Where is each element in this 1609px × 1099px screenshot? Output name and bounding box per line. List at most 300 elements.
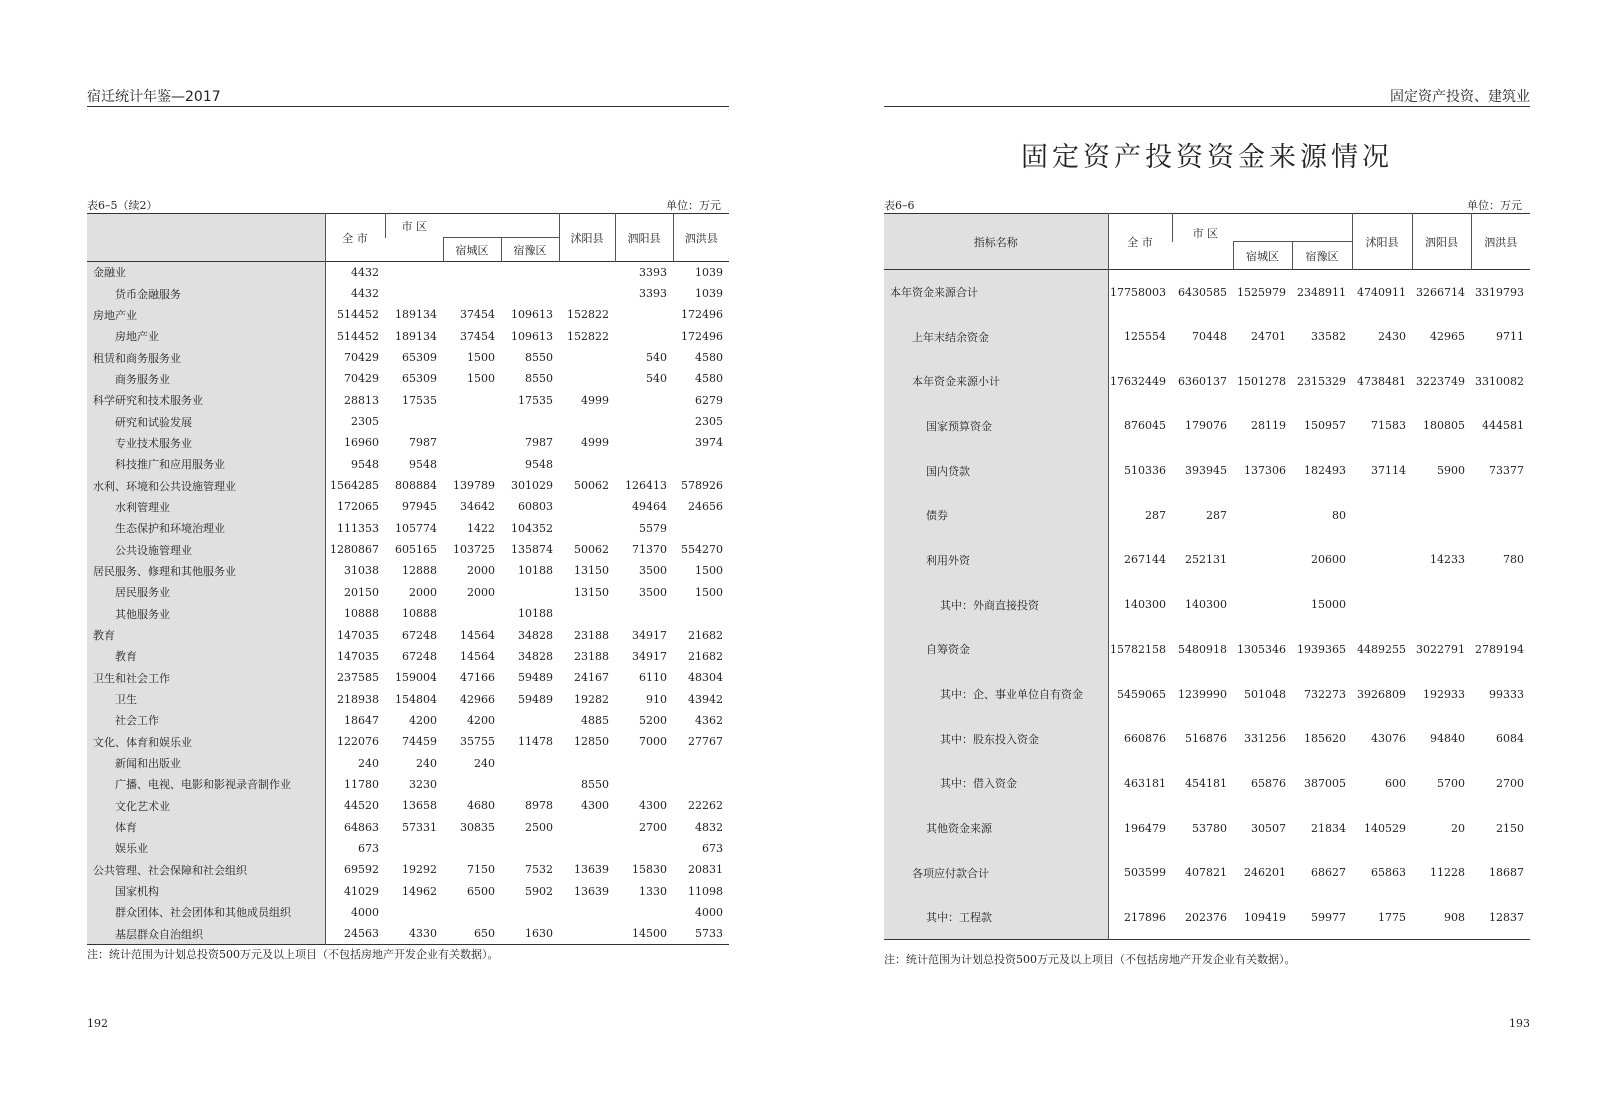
cell-value: 17535 bbox=[402, 393, 437, 407]
cell-value bbox=[385, 902, 443, 923]
cell-value: 2000 bbox=[409, 585, 437, 599]
cell-value: 1280867 bbox=[330, 543, 379, 557]
cell-value bbox=[615, 304, 673, 325]
header-urban-spacer bbox=[1172, 242, 1233, 270]
cell-value bbox=[559, 902, 615, 923]
cell-value: 5200 bbox=[639, 713, 668, 727]
cell-value bbox=[501, 262, 559, 283]
cell-value: 1500 bbox=[695, 585, 724, 599]
cell-value: 732273 bbox=[1304, 687, 1346, 701]
cell-value: 218938 bbox=[337, 692, 379, 706]
table-row bbox=[87, 347, 729, 368]
cell-value: 13639 bbox=[574, 863, 610, 877]
table-row bbox=[87, 326, 729, 347]
cell-value bbox=[501, 902, 559, 923]
cell-value: 240 bbox=[416, 756, 437, 770]
row-label: 其中：外商直接投资 bbox=[884, 582, 1108, 627]
cell-value: 14962 bbox=[402, 884, 437, 898]
cell-value bbox=[1471, 582, 1530, 627]
cell-value bbox=[1412, 493, 1471, 538]
cell-value: 139789 bbox=[453, 479, 495, 493]
cell-value: 182493 bbox=[1304, 464, 1346, 478]
cell-value: 14233 bbox=[1430, 553, 1465, 567]
row-label: 本年资金来源合计 bbox=[884, 270, 1108, 315]
table-row bbox=[884, 806, 1530, 851]
cell-value: 2430 bbox=[1378, 330, 1406, 344]
table-row bbox=[87, 283, 729, 304]
cell-value: 1564285 bbox=[330, 479, 379, 493]
cell-value: 65309 bbox=[402, 372, 437, 386]
row-label: 文化、体育和娱乐业 bbox=[87, 731, 325, 752]
cell-value: 125554 bbox=[1124, 330, 1166, 344]
table-row bbox=[87, 710, 729, 731]
cell-value: 3974 bbox=[695, 436, 724, 450]
cell-value: 2315329 bbox=[1297, 374, 1346, 388]
cell-value: 34642 bbox=[460, 500, 495, 514]
row-label: 群众团体、社会团体和其他成员组织 bbox=[87, 902, 325, 923]
cell-value: 109613 bbox=[511, 329, 554, 343]
table-row bbox=[87, 816, 729, 837]
cell-value: 4740911 bbox=[1357, 285, 1406, 299]
cell-value: 16960 bbox=[344, 436, 379, 450]
cell-value: 59489 bbox=[518, 692, 554, 706]
cell-value bbox=[501, 283, 559, 304]
cell-value: 287 bbox=[1206, 508, 1227, 522]
row-label: 基层群众自治组织 bbox=[87, 923, 325, 944]
cell-value bbox=[501, 838, 559, 859]
cell-value: 12837 bbox=[1489, 910, 1524, 924]
cell-value: 70448 bbox=[1192, 330, 1227, 344]
header-sihong: 泗洪县 bbox=[1471, 214, 1530, 270]
table-row bbox=[87, 667, 729, 688]
table-row bbox=[884, 270, 1530, 315]
cell-value: 105774 bbox=[395, 521, 437, 535]
cell-value bbox=[385, 283, 443, 304]
row-label: 上年末结余资金 bbox=[884, 314, 1108, 359]
cell-value: 5902 bbox=[525, 884, 554, 898]
cell-value: 10188 bbox=[518, 607, 554, 621]
cell-value bbox=[673, 518, 729, 539]
cell-value: 74459 bbox=[402, 735, 437, 749]
table-row bbox=[884, 716, 1530, 761]
cell-value: 463181 bbox=[1124, 776, 1166, 790]
cell-value: 4580 bbox=[695, 351, 724, 365]
cell-value: 2000 bbox=[467, 585, 495, 599]
table-row bbox=[87, 539, 729, 560]
cell-value: 240 bbox=[358, 756, 379, 770]
cell-value: 70429 bbox=[344, 351, 379, 365]
cell-value: 196479 bbox=[1124, 821, 1166, 835]
cell-value: 331256 bbox=[1244, 732, 1286, 746]
table-row bbox=[87, 859, 729, 880]
cell-value: 1500 bbox=[467, 372, 495, 386]
cell-value: 1305346 bbox=[1237, 642, 1286, 656]
cell-value: 660876 bbox=[1124, 732, 1166, 746]
cell-value: 180805 bbox=[1423, 419, 1465, 433]
table-row bbox=[884, 582, 1530, 627]
cell-value: 37114 bbox=[1371, 464, 1406, 478]
row-label: 其他资金来源 bbox=[884, 806, 1108, 851]
cell-value bbox=[385, 262, 443, 283]
cell-value: 12850 bbox=[574, 735, 610, 749]
cell-value bbox=[443, 902, 501, 923]
table-row bbox=[87, 496, 729, 517]
cell-value: 35755 bbox=[460, 735, 495, 749]
cell-value bbox=[501, 710, 559, 731]
cell-value bbox=[615, 326, 673, 347]
cell-value: 152822 bbox=[567, 329, 610, 343]
cell-value bbox=[673, 752, 729, 773]
cell-value: 9711 bbox=[1496, 330, 1524, 344]
cell-value: 21834 bbox=[1311, 821, 1346, 835]
cell-value: 202376 bbox=[1185, 910, 1227, 924]
cell-value: 24563 bbox=[344, 927, 379, 941]
row-label: 居民服务业 bbox=[87, 582, 325, 603]
cell-value: 159004 bbox=[395, 671, 437, 685]
cell-value: 20831 bbox=[688, 863, 724, 877]
cell-value: 50062 bbox=[574, 543, 610, 557]
cell-value: 514452 bbox=[337, 329, 379, 343]
header-name-col bbox=[87, 214, 325, 262]
cell-value: 4200 bbox=[409, 713, 437, 727]
row-label: 房地产业 bbox=[87, 304, 325, 325]
page-title: 固定资产投资资金来源情况 bbox=[1021, 142, 1393, 173]
cell-value: 6110 bbox=[639, 671, 668, 685]
cell-value: 24167 bbox=[574, 671, 610, 685]
cell-value: 1500 bbox=[467, 351, 495, 365]
row-label: 教育 bbox=[87, 646, 325, 667]
cell-value: 147035 bbox=[337, 649, 379, 663]
cell-value: 4832 bbox=[695, 820, 724, 834]
cell-value: 3926809 bbox=[1357, 687, 1406, 701]
cell-value bbox=[559, 603, 615, 624]
industry-table-body bbox=[87, 262, 729, 945]
cell-value: 70429 bbox=[344, 372, 379, 386]
cell-value: 15782158 bbox=[1110, 642, 1166, 656]
cell-value: 44520 bbox=[344, 799, 379, 813]
cell-value: 103725 bbox=[453, 543, 495, 557]
cell-value: 68627 bbox=[1311, 866, 1346, 880]
header-suyu: 宿豫区 bbox=[1292, 242, 1352, 270]
cell-value: 59977 bbox=[1311, 910, 1346, 924]
header-shuyang: 沭阳县 bbox=[559, 214, 615, 262]
running-header-left bbox=[87, 84, 729, 107]
header-siyang: 泗阳县 bbox=[1412, 214, 1471, 270]
cell-value: 14564 bbox=[460, 628, 495, 642]
table-row bbox=[87, 603, 729, 624]
cell-value: 1422 bbox=[467, 521, 495, 535]
cell-value: 605165 bbox=[395, 543, 437, 557]
table-caption-right bbox=[884, 197, 1530, 211]
cell-value bbox=[1233, 538, 1292, 583]
table-unit: 单位：万元 bbox=[1467, 199, 1522, 212]
cell-value bbox=[615, 902, 673, 923]
cell-value bbox=[615, 603, 673, 624]
cell-value: 34828 bbox=[518, 649, 554, 663]
cell-value: 393945 bbox=[1185, 464, 1227, 478]
table-note-left: 注：统计范围为计划总投资500万元及以上项目（不包括房地产开发企业有关数据）。 bbox=[87, 948, 499, 961]
cell-value bbox=[443, 432, 501, 453]
header-shuyang: 沭阳县 bbox=[1352, 214, 1412, 270]
cell-value bbox=[615, 752, 673, 773]
cell-value: 4999 bbox=[581, 393, 610, 407]
row-label: 娱乐业 bbox=[87, 838, 325, 859]
cell-value: 301029 bbox=[511, 479, 554, 493]
cell-value: 2789194 bbox=[1475, 642, 1524, 656]
cell-value: 7987 bbox=[525, 436, 554, 450]
table-row bbox=[884, 627, 1530, 672]
cell-value: 4885 bbox=[581, 713, 610, 727]
row-label: 租赁和商务服务业 bbox=[87, 347, 325, 368]
chapter-title: 固定资产投资、建筑业 bbox=[1390, 89, 1530, 105]
row-label: 金融业 bbox=[87, 262, 325, 283]
cell-value: 1501278 bbox=[1237, 374, 1286, 388]
header-urban-spacer bbox=[385, 238, 443, 262]
cell-value: 8550 bbox=[525, 351, 554, 365]
cell-value: 6500 bbox=[467, 884, 495, 898]
right-page bbox=[884, 0, 1530, 1099]
cell-value: 109419 bbox=[1244, 910, 1286, 924]
cell-value: 9548 bbox=[525, 457, 554, 471]
running-header-right bbox=[884, 84, 1530, 107]
table-row bbox=[87, 390, 729, 411]
cell-value: 189134 bbox=[395, 308, 437, 322]
row-label: 公共管理、社会保障和社会组织 bbox=[87, 859, 325, 880]
cell-value: 1630 bbox=[525, 927, 554, 941]
cell-value: 252131 bbox=[1185, 553, 1227, 567]
cell-value: 4000 bbox=[695, 905, 724, 919]
cell-value: 3266714 bbox=[1416, 285, 1465, 299]
cell-value: 3223749 bbox=[1416, 374, 1465, 388]
row-label: 教育 bbox=[87, 624, 325, 645]
cell-value: 49464 bbox=[632, 500, 668, 514]
table-row bbox=[87, 795, 729, 816]
book-title: 宿迁统计年鉴—2017 bbox=[87, 89, 221, 105]
cell-value: 5733 bbox=[695, 927, 724, 941]
cell-value: 3022791 bbox=[1416, 642, 1465, 656]
cell-value: 501048 bbox=[1244, 687, 1286, 701]
cell-value: 876045 bbox=[1124, 419, 1166, 433]
cell-value: 267144 bbox=[1124, 553, 1166, 567]
row-label: 研究和试验发展 bbox=[87, 411, 325, 432]
page-number-left: 192 bbox=[87, 1017, 108, 1030]
cell-value: 34917 bbox=[632, 649, 668, 663]
row-label: 居民服务、修理和其他服务业 bbox=[87, 560, 325, 581]
cell-value: 387005 bbox=[1304, 776, 1346, 790]
row-label: 国家机构 bbox=[87, 880, 325, 901]
table-row bbox=[87, 646, 729, 667]
cell-value: 150957 bbox=[1304, 419, 1346, 433]
cell-value: 1239990 bbox=[1178, 687, 1227, 701]
cell-value: 3230 bbox=[409, 777, 437, 791]
cell-value: 80 bbox=[1332, 508, 1346, 522]
row-label: 其中：企、事业单位自有资金 bbox=[884, 672, 1108, 717]
cell-value bbox=[443, 774, 501, 795]
table-row bbox=[87, 411, 729, 432]
header-sucheng: 宿城区 bbox=[443, 238, 501, 262]
header-sihong: 泗洪县 bbox=[673, 214, 729, 262]
header-siyang: 泗阳县 bbox=[615, 214, 673, 262]
cell-value: 104352 bbox=[511, 521, 554, 535]
cell-value: 910 bbox=[646, 692, 668, 706]
cell-value bbox=[559, 347, 615, 368]
cell-value bbox=[559, 838, 615, 859]
table-row bbox=[87, 262, 729, 283]
header-urban: 市 区 bbox=[385, 214, 559, 238]
row-label: 社会工作 bbox=[87, 710, 325, 731]
cell-value: 5579 bbox=[639, 521, 668, 535]
cell-value: 65876 bbox=[1251, 776, 1286, 790]
cell-value: 37454 bbox=[460, 308, 495, 322]
cell-value: 4999 bbox=[581, 436, 610, 450]
cell-value: 21682 bbox=[688, 628, 724, 642]
table-row bbox=[884, 538, 1530, 583]
cell-value: 11478 bbox=[518, 735, 554, 749]
header-urban: 市 区 bbox=[1172, 214, 1352, 242]
table-row bbox=[884, 359, 1530, 404]
cell-value: 34828 bbox=[518, 628, 554, 642]
cell-value: 37454 bbox=[460, 329, 495, 343]
cell-value: 808884 bbox=[395, 479, 437, 493]
cell-value: 4300 bbox=[581, 799, 610, 813]
cell-value bbox=[559, 454, 615, 475]
cell-value: 122076 bbox=[337, 735, 379, 749]
cell-value: 7532 bbox=[525, 863, 554, 877]
cell-value bbox=[559, 816, 615, 837]
cell-value: 140300 bbox=[1124, 598, 1166, 612]
cell-value: 514452 bbox=[337, 308, 379, 322]
cell-value: 8550 bbox=[525, 372, 554, 386]
cell-value: 407821 bbox=[1185, 866, 1227, 880]
cell-value: 94840 bbox=[1430, 732, 1465, 746]
cell-value: 510336 bbox=[1124, 464, 1166, 478]
cell-value: 2700 bbox=[639, 820, 668, 834]
cell-value: 109613 bbox=[511, 308, 554, 322]
cell-value: 20 bbox=[1451, 821, 1465, 835]
cell-value: 189134 bbox=[395, 329, 437, 343]
cell-value: 6084 bbox=[1496, 732, 1524, 746]
cell-value: 908 bbox=[1444, 910, 1465, 924]
cell-value: 19282 bbox=[574, 692, 610, 706]
row-label: 国家预算资金 bbox=[884, 404, 1108, 449]
table-note-right: 注：统计范围为计划总投资500万元及以上项目（不包括房地产开发企业有关数据）。 bbox=[884, 953, 1296, 966]
cell-value: 14564 bbox=[460, 649, 495, 663]
cell-value: 60803 bbox=[518, 500, 554, 514]
cell-value: 10888 bbox=[402, 607, 437, 621]
cell-value: 5700 bbox=[1437, 776, 1465, 790]
row-label: 债券 bbox=[884, 493, 1108, 538]
cell-value bbox=[443, 390, 501, 411]
cell-value: 69592 bbox=[344, 863, 379, 877]
cell-value: 152822 bbox=[567, 308, 610, 322]
cell-value: 246201 bbox=[1244, 866, 1286, 880]
table-row bbox=[87, 774, 729, 795]
table-row bbox=[884, 314, 1530, 359]
cell-value: 67248 bbox=[402, 628, 437, 642]
cell-value: 111353 bbox=[337, 521, 379, 535]
cell-value bbox=[443, 411, 501, 432]
cell-value: 31038 bbox=[344, 564, 379, 578]
cell-value: 185620 bbox=[1304, 732, 1346, 746]
row-label: 自筹资金 bbox=[884, 627, 1108, 672]
cell-value: 11098 bbox=[688, 884, 724, 898]
cell-value: 2348911 bbox=[1297, 285, 1346, 299]
cell-value: 9548 bbox=[351, 457, 379, 471]
cell-value: 4362 bbox=[695, 713, 724, 727]
row-label: 卫生 bbox=[87, 688, 325, 709]
cell-value: 554270 bbox=[681, 543, 724, 557]
cell-value bbox=[501, 411, 559, 432]
cell-value: 2000 bbox=[467, 564, 495, 578]
cell-value: 237585 bbox=[337, 671, 379, 685]
cell-value: 7987 bbox=[409, 436, 437, 450]
header-all-city: 全 市 bbox=[1108, 214, 1172, 270]
row-label: 其中：股东投入资金 bbox=[884, 716, 1108, 761]
table-row bbox=[87, 304, 729, 325]
row-label: 专业技术服务业 bbox=[87, 432, 325, 453]
row-label: 科学研究和技术服务业 bbox=[87, 390, 325, 411]
row-label: 水利、环境和公共设施管理业 bbox=[87, 475, 325, 496]
table-row bbox=[87, 902, 729, 923]
cell-value: 4300 bbox=[639, 799, 668, 813]
cell-value: 503599 bbox=[1124, 866, 1166, 880]
cell-value: 2305 bbox=[695, 415, 724, 429]
cell-value: 3500 bbox=[639, 585, 668, 599]
cell-value: 71583 bbox=[1371, 419, 1406, 433]
cell-value: 4432 bbox=[351, 287, 379, 301]
cell-value: 2305 bbox=[351, 415, 379, 429]
cell-value: 53780 bbox=[1192, 821, 1227, 835]
row-label: 体育 bbox=[87, 816, 325, 837]
cell-value: 28813 bbox=[344, 393, 379, 407]
cell-value: 47166 bbox=[460, 671, 495, 685]
cell-value: 42965 bbox=[1430, 330, 1465, 344]
cell-value: 15000 bbox=[1311, 598, 1346, 612]
cell-value: 28119 bbox=[1251, 419, 1286, 433]
table-row bbox=[87, 838, 729, 859]
cell-value: 1500 bbox=[695, 564, 724, 578]
cell-value: 13639 bbox=[574, 884, 610, 898]
cell-value: 5459065 bbox=[1117, 687, 1166, 701]
row-label: 货币金融服务 bbox=[87, 283, 325, 304]
cell-value: 9548 bbox=[409, 457, 437, 471]
cell-value: 20600 bbox=[1311, 553, 1346, 567]
cell-value bbox=[1352, 493, 1412, 538]
cell-value: 1039 bbox=[695, 265, 724, 279]
cell-value: 137306 bbox=[1244, 464, 1286, 478]
row-label: 新闻和出版业 bbox=[87, 752, 325, 773]
cell-value: 600 bbox=[1385, 776, 1406, 790]
cell-value: 3393 bbox=[639, 287, 668, 301]
cell-value: 2500 bbox=[525, 820, 554, 834]
cell-value: 2150 bbox=[1496, 821, 1524, 835]
cell-value: 287 bbox=[1145, 508, 1166, 522]
cell-value: 4489255 bbox=[1357, 642, 1406, 656]
cell-value: 24656 bbox=[688, 500, 724, 514]
cell-value bbox=[1233, 582, 1292, 627]
row-label: 利用外资 bbox=[884, 538, 1108, 583]
cell-value: 540 bbox=[646, 351, 668, 365]
cell-value: 67248 bbox=[402, 649, 437, 663]
cell-value: 4432 bbox=[351, 265, 379, 279]
cell-value: 540 bbox=[646, 372, 668, 386]
cell-value: 140529 bbox=[1364, 821, 1406, 835]
table-caption-left bbox=[87, 197, 729, 211]
cell-value: 20150 bbox=[344, 585, 379, 599]
table-row bbox=[87, 880, 729, 901]
cell-value: 11228 bbox=[1430, 866, 1465, 880]
row-label: 公共设施管理业 bbox=[87, 539, 325, 560]
